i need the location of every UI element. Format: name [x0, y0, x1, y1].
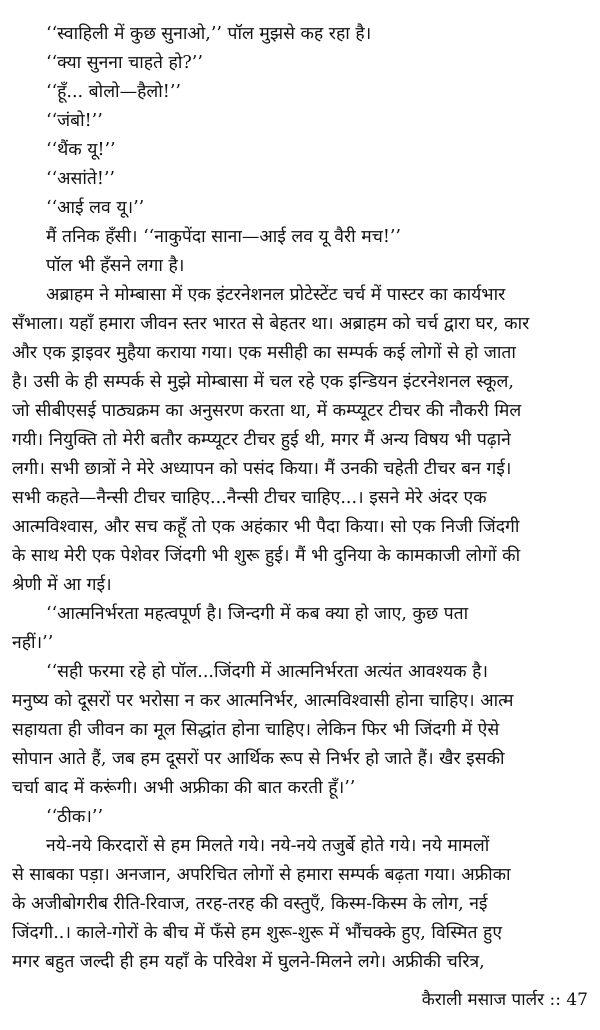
text-line: ‘‘ठीक।’’: [46, 807, 104, 827]
text-line: ‘‘सही फरमा रहे हो पॉल...जिंदगी में आत्मनिर्भरता अत्यंत आवश्यक है।: [46, 662, 489, 682]
text-line: है। उसी के ही सम्पर्क से मुझे मोम्बासा में चल रहे एक इन्डियन इंटरनेशनल स्कूल,: [12, 372, 514, 392]
text-line: लगी। सभी छात्रों ने मेरे अध्यापन को पसंद किया। मैं उनकी चहेती टीचर बन गई।: [12, 459, 512, 479]
text-line: ‘‘असांते!’’: [46, 169, 115, 189]
text-line: और एक ड्राइवर मुहैया कराया गया। एक मसीही का सम्पर्क कई लोगों से हो जाता: [12, 343, 516, 363]
text-line: ‘‘जंबो!’’: [46, 111, 103, 131]
text-line: सोपान आते हैं, जब हम दूसरों पर आर्थिक रूप से निर्भर हो जाते हैं। खैर इसकी: [12, 749, 505, 769]
text-line: सहायता ही जीवन का मूल सिद्धांत होना चाहिए। लेकिन फिर भी जिंदगी में ऐसे: [12, 720, 500, 740]
text-line: नये-नये किरदारों से हम मिलते गये। नये-नये तजुर्बे होते गये। नये मामलों: [46, 836, 490, 856]
text-line: चर्चा बाद में करूंगी। अभी अफ्रीका की बात करती हूँ।’’: [12, 778, 356, 798]
text-line: आत्मविश्वास, और सच कहूँ तो एक अहंकार भी पैदा किया। सो एक निजी जिंदगी: [12, 517, 520, 537]
text-line: ‘‘थैंक यू!’’: [46, 140, 116, 160]
text-line: अब्राहम ने मोम्बासा में एक इंटरनेशनल प्रोटेस्टेंट चर्च में पास्टर का कार्यभार: [46, 285, 506, 305]
text-line: श्रेणी में आ गई।: [12, 575, 112, 595]
text-line: ‘‘आई लव यू।’’: [46, 198, 145, 218]
page-footer-running-title: कैराली मसाज पार्लर :: 47: [421, 990, 588, 1010]
text-line: मगर बहुत जल्दी ही हम यहाँ के परिवेश में घुलने-मिलने लगे। अफ्रीकी चरित्र,: [12, 952, 485, 972]
text-line: पॉल भी हँसने लगा है।: [46, 256, 185, 276]
text-line: सभी कहते—नैन्सी टीचर चाहिए...नैन्सी टीचर चाहिए...। इसने मेरे अंदर एक: [12, 488, 487, 508]
text-line: से साबका पड़ा। अनजान, अपरिचित लोगों से हमारा सम्पर्क बढ़ता गया। अफ्रीका: [12, 865, 511, 885]
text-line: ‘‘स्वाहिली में कुछ सुनाओ,’’ पॉल मुझसे कह रहा है।: [46, 24, 372, 44]
text-line: जो सीबीएसई पाठ्यक्रम का अनुसरण करता था, में कम्प्यूटर टीचर की नौकरी मिल: [12, 401, 522, 421]
text-line: ‘‘आत्मनिर्भरता महत्वपूर्ण है। जिन्दगी में कब क्या हो जाए, कुछ पता: [46, 604, 469, 624]
text-line: मनुष्य को दूसरों पर भरोसा न कर आत्मनिर्भर, आत्मविश्वासी होना चाहिए। आत्म: [12, 691, 514, 711]
page-body-text: [12, 20, 590, 977]
text-line: ‘‘हूँ... बोलो—हैलो!’’: [46, 82, 181, 102]
text-line: गयी। नियुक्ति तो मेरी बतौर कम्प्यूटर टीचर हुई थी, मगर मैं अन्य विषय भी पढ़ाने: [12, 430, 511, 450]
text-line: नहीं।’’: [12, 633, 54, 653]
text-line: ‘‘क्या सुनना चाहते हो?’’: [46, 53, 203, 73]
text-line: के अजीबोगरीब रीति-रिवाज, तरह-तरह की वस्तुएँ, किस्म-किस्म के लोग, नई: [12, 894, 488, 914]
text-line: जिंदगी..। काले-गोरों के बीच में फँसे हम शुरू-शुरू में भौंचक्के हुए, विस्मित हुए: [12, 923, 502, 943]
text-line: मैं तनिक हँसी। ‘‘नाकुपेंदा साना—आई लव यू वैरी मच!’’: [46, 227, 401, 247]
text-line: के साथ मेरी एक पेशेवर जिंदगी भी शुरू हुई। मैं भी दुनिया के कामकाजी लोगों की: [12, 546, 521, 566]
text-line: सँभाला। यहाँ हमारा जीवन स्तर भारत से बेहतर था। अब्राहम को चर्च द्वारा घर, कार: [12, 314, 530, 334]
